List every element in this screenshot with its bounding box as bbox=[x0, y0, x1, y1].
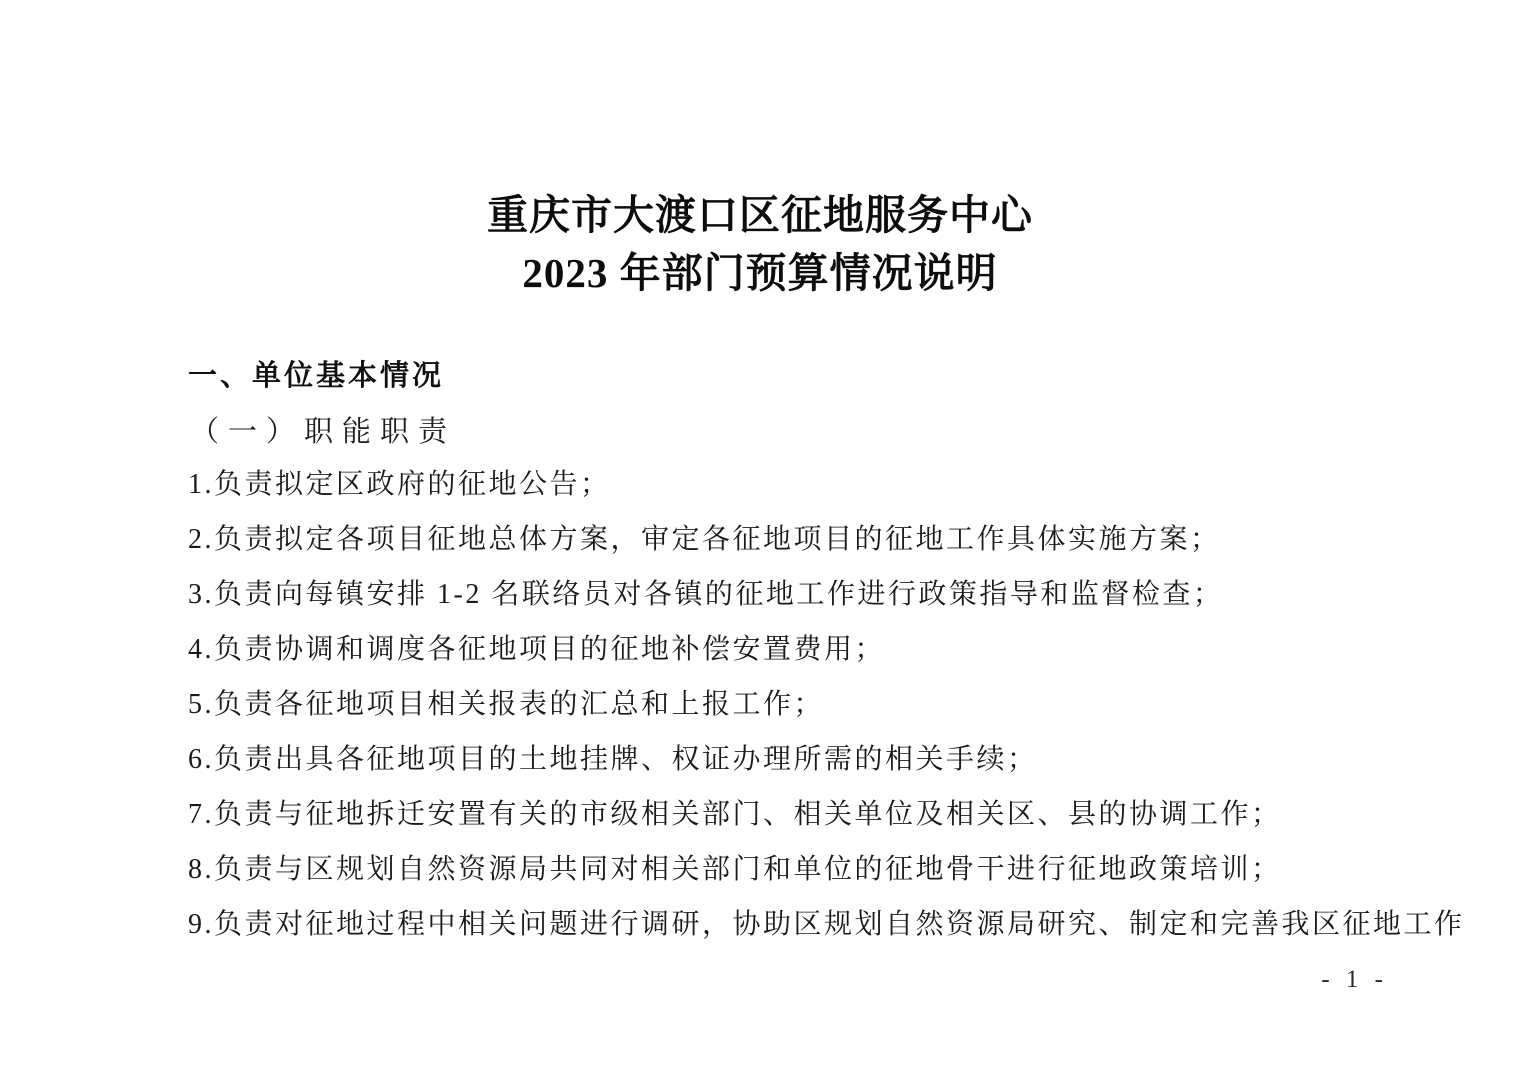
list-item-4: 4.负责协调和调度各征地项目的征地补偿安置费用； bbox=[188, 634, 886, 665]
list-item-9: 9.负责对征地过程中相关问题进行调研，协助区规划自然资源局研究、制定和完善我区征地工作 bbox=[188, 909, 1465, 940]
section-heading: 一、单位基本情况 bbox=[188, 360, 445, 392]
list-item-6: 6.负责出具各征地项目的土地挂牌、权证办理所需的相关手续； bbox=[188, 744, 1038, 775]
page-number: - 1 - bbox=[1321, 966, 1388, 993]
subsection-heading: （一）职能职责 bbox=[190, 416, 457, 448]
page-footer bbox=[1321, 966, 1388, 994]
document-body bbox=[188, 360, 1465, 941]
list-item-5: 5.负责各征地项目相关报表的汇总和上报工作； bbox=[188, 689, 825, 720]
list-item-3: 3.负责向每镇安排 1-2 名联络员对各镇的征地工作进行政策指导和监督检查； bbox=[188, 579, 1224, 610]
document-title bbox=[0, 186, 1520, 302]
list-item-7: 7.负责与征地拆迁安置有关的市级相关部门、相关单位及相关区、县的协调工作； bbox=[188, 799, 1282, 830]
list-item-1: 1.负责拟定区政府的征地公告； bbox=[188, 469, 611, 500]
list-item-8: 8.负责与区规划自然资源局共同对相关部门和单位的征地骨干进行征地政策培训； bbox=[188, 854, 1282, 885]
title-line-1: 重庆市大渡口区征地服务中心 bbox=[487, 192, 1033, 238]
title-line-2: 2023 年部门预算情况说明 bbox=[522, 250, 998, 296]
list-item-2: 2.负责拟定各项目征地总体方案，审定各征地项目的征地工作具体实施方案； bbox=[188, 524, 1221, 555]
